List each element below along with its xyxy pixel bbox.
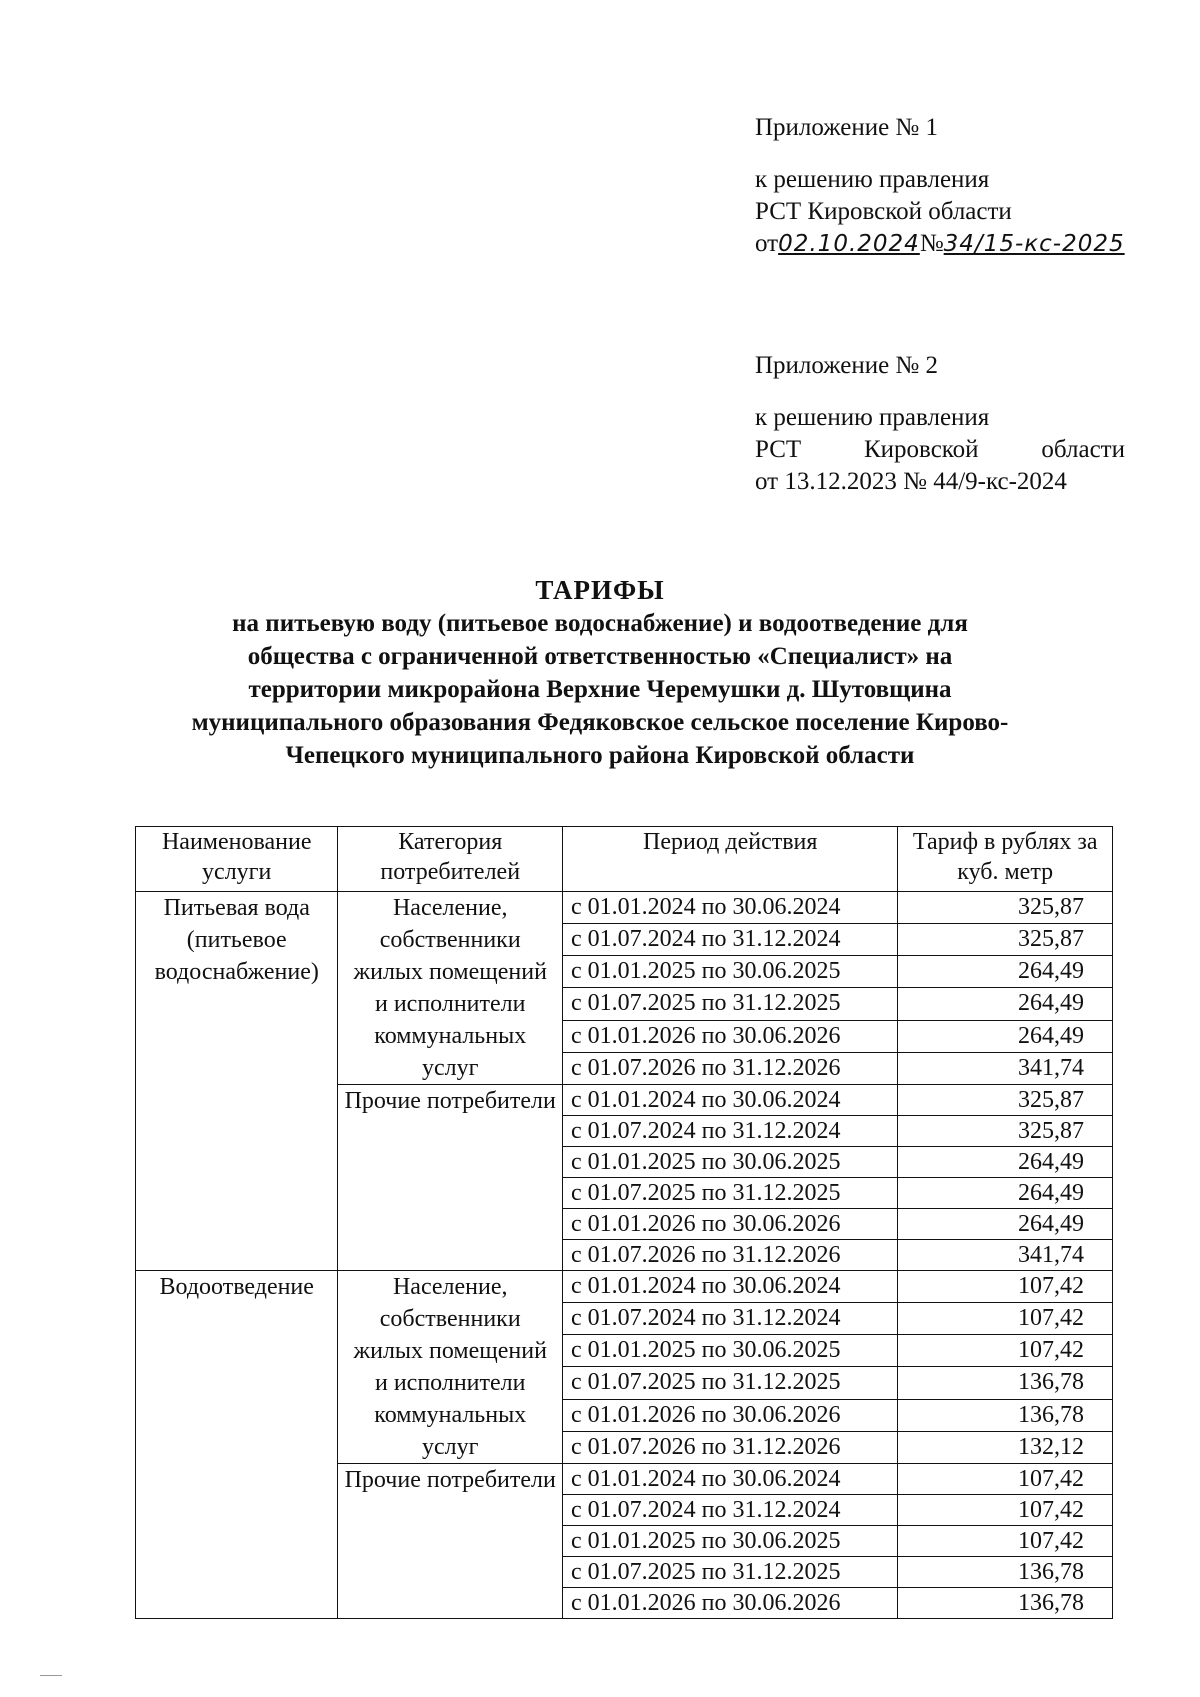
tariff-value-cell: 136,78 — [898, 1399, 1113, 1431]
table-row — [136, 892, 1113, 924]
appendix-2-title: Приложение № 2 — [755, 352, 939, 379]
handwritten-number: 34/15-кс-2025 — [943, 231, 1125, 257]
title-line: на питьевую воду (питьевое водоснабжение) и водоотведение для — [232, 610, 968, 637]
appendix-2-line2-word3: области — [1041, 436, 1125, 463]
period-cell: с 01.01.2025 по 30.06.2025 — [563, 1335, 898, 1367]
header-service: Наименование услуги — [136, 827, 338, 892]
service-name-cell: Питьевая вода (питьевое водоснабжение) — [136, 892, 338, 1271]
period-cell: с 01.01.2025 по 30.06.2025 — [563, 1147, 898, 1178]
tariff-value-cell: 264,49 — [898, 1178, 1113, 1209]
table-header-row — [136, 827, 1113, 892]
tariff-value-cell: 107,42 — [898, 1271, 1113, 1303]
tariff-value-cell: 341,74 — [898, 1240, 1113, 1271]
appendix-1-title: Приложение № 1 — [755, 114, 939, 141]
period-cell: с 01.07.2025 по 31.12.2025 — [563, 1178, 898, 1209]
period-cell: с 01.01.2025 по 30.06.2025 — [563, 1526, 898, 1557]
tariff-value-cell: 264,49 — [898, 988, 1113, 1020]
period-cell: с 01.01.2024 по 30.06.2024 — [563, 1464, 898, 1495]
title-line: территории микрорайона Верхние Черемушки д. Шутовщина — [248, 676, 952, 703]
period-cell: с 01.07.2024 по 31.12.2024 — [563, 1495, 898, 1526]
period-cell: с 01.07.2025 по 31.12.2025 — [563, 1557, 898, 1588]
tariff-table — [135, 826, 1113, 1619]
tariff-value-cell: 264,49 — [898, 956, 1113, 988]
period-cell: с 01.07.2025 по 31.12.2025 — [563, 988, 898, 1020]
period-cell: с 01.01.2026 по 30.06.2026 — [563, 1399, 898, 1431]
table-row — [136, 1271, 1113, 1303]
header-tariff: Тариф в рублях за куб. метр — [898, 827, 1113, 892]
tariff-value-cell: 264,49 — [898, 1147, 1113, 1178]
document-title-block — [150, 574, 1050, 772]
period-cell: с 01.01.2024 по 30.06.2024 — [563, 1271, 898, 1303]
tariff-value-cell: 107,42 — [898, 1335, 1113, 1367]
consumer-category-cell: Население, собственники жилых помещений и исполнители коммунальных услуг — [338, 892, 563, 1085]
tariff-value-cell: 136,78 — [898, 1557, 1113, 1588]
appendix-2-line2 — [755, 434, 1125, 466]
handwritten-date: 02.10.2024 — [778, 231, 920, 257]
tariff-value-cell: 325,87 — [898, 1116, 1113, 1147]
period-cell: с 01.07.2024 по 31.12.2024 — [563, 1116, 898, 1147]
appendix-1-block — [755, 112, 1125, 260]
service-name-cell: Водоотведение — [136, 1271, 338, 1619]
period-cell: с 01.07.2026 по 31.12.2026 — [563, 1052, 898, 1084]
tariff-value-cell: 136,78 — [898, 1588, 1113, 1619]
appendix-2-line2-word1: РСТ — [755, 436, 802, 463]
number-prefix: № — [919, 230, 944, 257]
appendix-2-line3: от 13.12.2023 № 44/9-кс-2024 — [755, 468, 1067, 495]
date-prefix: от — [755, 230, 779, 257]
page-edge-mark — [40, 1675, 62, 1676]
appendix-1-decision-line — [755, 228, 1125, 260]
appendix-1-line1: к решению правления — [755, 166, 990, 193]
appendix-2-line2-word2: Кировской — [864, 436, 979, 463]
tariff-value-cell: 341,74 — [898, 1052, 1113, 1084]
period-cell: с 01.07.2024 по 31.12.2024 — [563, 924, 898, 956]
header-category: Категория потребителей — [338, 827, 563, 892]
tariff-value-cell: 132,12 — [898, 1431, 1113, 1463]
period-cell: с 01.01.2025 по 30.06.2025 — [563, 956, 898, 988]
tariff-value-cell: 136,78 — [898, 1367, 1113, 1399]
period-cell: с 01.07.2026 по 31.12.2026 — [563, 1431, 898, 1463]
appendix-2-block — [755, 350, 1125, 498]
consumer-category-cell: Прочие потребители — [338, 1464, 563, 1619]
tariff-value-cell: 325,87 — [898, 924, 1113, 956]
tariff-value-cell: 264,49 — [898, 1209, 1113, 1240]
title-line: общества с ограниченной ответственностью «Специалист» на — [247, 643, 953, 670]
tariff-value-cell: 325,87 — [898, 1085, 1113, 1116]
tariff-value-cell: 325,87 — [898, 892, 1113, 924]
period-cell: с 01.01.2024 по 30.06.2024 — [563, 1085, 898, 1116]
title-line: муниципального образования Федяковское сельское поселение Кирово- — [191, 709, 1009, 736]
tariff-value-cell: 107,42 — [898, 1303, 1113, 1335]
consumer-category-cell: Население, собственники жилых помещений и исполнители коммунальных услуг — [338, 1271, 563, 1464]
tariff-table-body — [136, 892, 1113, 1619]
appendix-2-line1: к решению правления — [755, 404, 990, 431]
period-cell: с 01.01.2026 по 30.06.2026 — [563, 1020, 898, 1052]
title-line: Чепецкого муниципального района Кировской области — [285, 742, 915, 769]
header-period: Период действия — [563, 827, 898, 892]
period-cell: с 01.07.2025 по 31.12.2025 — [563, 1367, 898, 1399]
tariff-value-cell: 107,42 — [898, 1464, 1113, 1495]
period-cell: с 01.07.2024 по 31.12.2024 — [563, 1303, 898, 1335]
period-cell: с 01.01.2026 по 30.06.2026 — [563, 1209, 898, 1240]
document-title: ТАРИФЫ — [535, 575, 665, 605]
tariff-value-cell: 107,42 — [898, 1495, 1113, 1526]
tariff-value-cell: 264,49 — [898, 1020, 1113, 1052]
period-cell: с 01.01.2026 по 30.06.2026 — [563, 1588, 898, 1619]
appendix-1-line2: РСТ Кировской области — [755, 198, 1012, 225]
consumer-category-cell: Прочие потребители — [338, 1085, 563, 1271]
period-cell: с 01.01.2024 по 30.06.2024 — [563, 892, 898, 924]
period-cell: с 01.07.2026 по 31.12.2026 — [563, 1240, 898, 1271]
tariff-value-cell: 107,42 — [898, 1526, 1113, 1557]
